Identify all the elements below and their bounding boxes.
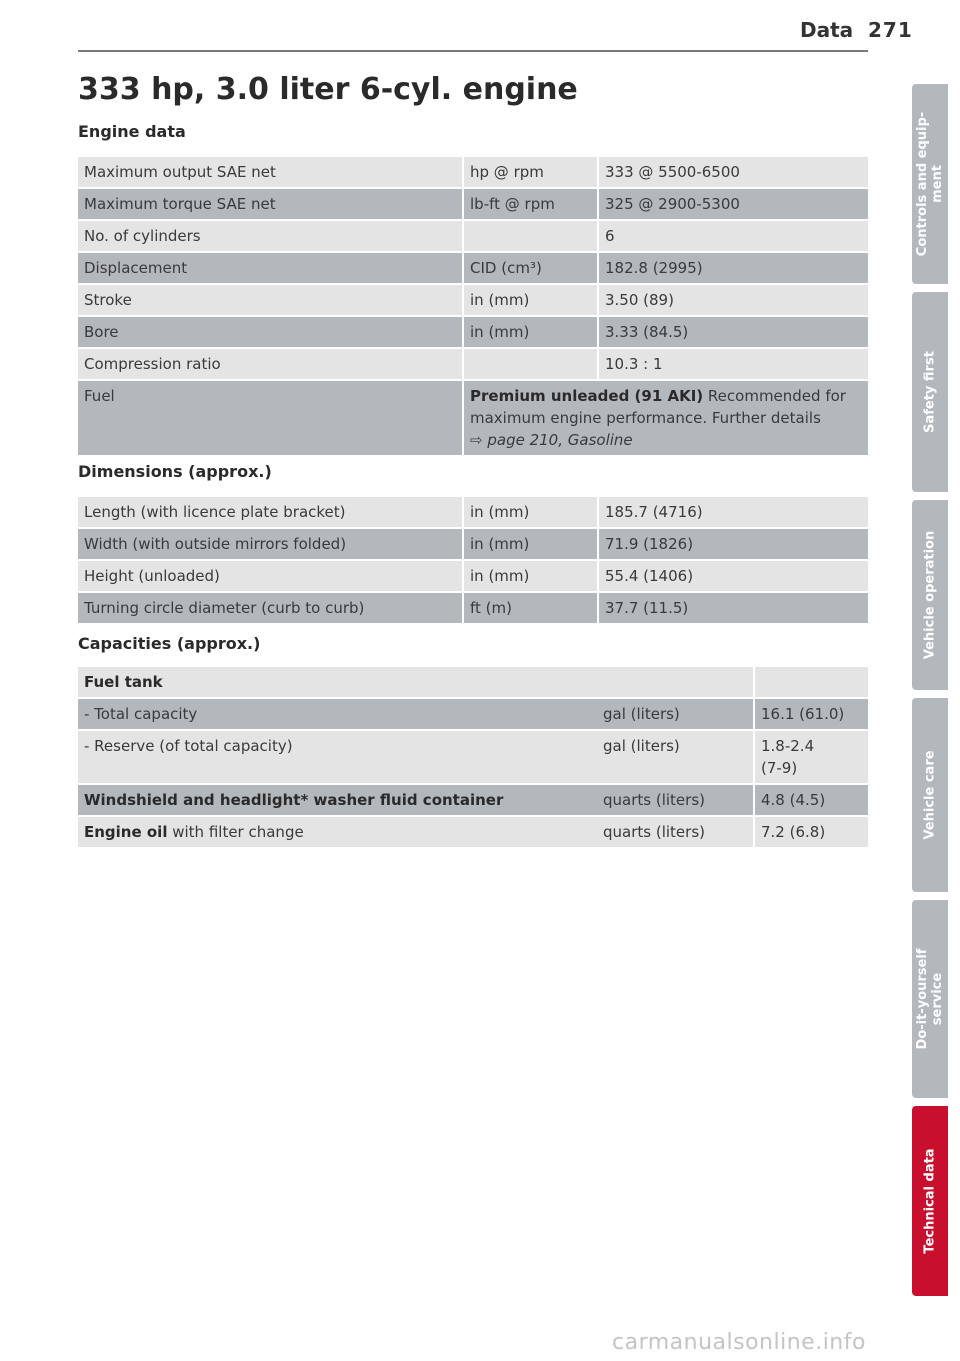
table-row	[78, 529, 868, 561]
table-row	[78, 667, 868, 699]
row-label: Maximum output SAE net	[78, 157, 462, 189]
row-unit	[462, 221, 597, 253]
row-unit: lb-ft @ rpm	[462, 189, 597, 221]
row-label: Displacement	[78, 253, 462, 285]
table-row	[78, 253, 868, 285]
row-unit: in (mm)	[462, 529, 597, 561]
watermark: carmanualsonline.info	[612, 1330, 866, 1355]
row-value: 185.7 (4716)	[597, 497, 868, 529]
row-value: 71.9 (1826)	[597, 529, 868, 561]
gasoline-page-link[interactable]: page 210, Gasoline	[487, 431, 633, 449]
tab-safety-first[interactable]: Safety first	[912, 292, 948, 492]
fuel-label: Fuel	[78, 381, 462, 457]
arrow-icon: ⇨	[470, 431, 483, 449]
row-label: Stroke	[78, 285, 462, 317]
capacities-heading: Capacities (approx.)	[78, 634, 261, 653]
row-value: 10.3 : 1	[597, 349, 868, 381]
row-label: Maximum torque SAE net	[78, 189, 462, 221]
row-unit: gal (liters)	[597, 699, 753, 731]
page-title: 333 hp, 3.0 liter 6-cyl. engine	[78, 72, 578, 107]
capacities-table	[78, 667, 868, 849]
row-label: Turning circle diameter (curb to curb)	[78, 593, 462, 625]
row-unit: ft (m)	[462, 593, 597, 625]
table-row	[78, 785, 868, 817]
dimensions-heading: Dimensions (approx.)	[78, 462, 272, 481]
table-row	[78, 561, 868, 593]
table-row	[78, 349, 868, 381]
row-label: Windshield and headlight* washer fluid container	[78, 785, 597, 817]
engine-data-heading: Engine data	[78, 122, 186, 141]
row-value: 1.8-2.4 (7-9)	[753, 731, 868, 785]
row-unit: quarts (liters)	[597, 817, 753, 849]
row-label: Length (with licence plate bracket)	[78, 497, 462, 529]
row-unit: CID (cm³)	[462, 253, 597, 285]
header-rule	[78, 50, 868, 52]
tab-technical-data[interactable]: Technical data	[912, 1106, 948, 1296]
engine-data-table	[78, 157, 868, 457]
row-label: Compression ratio	[78, 349, 462, 381]
row-unit: hp @ rpm	[462, 157, 597, 189]
row-label: - Reserve (of total capacity)	[78, 731, 597, 785]
table-row	[78, 699, 868, 731]
row-value: 16.1 (61.0)	[753, 699, 868, 731]
row-value: 3.33 (84.5)	[597, 317, 868, 349]
table-row	[78, 817, 868, 849]
row-unit	[462, 349, 597, 381]
row-label: - Total capacity	[78, 699, 597, 731]
fuel-note: Recommended for maximum engine performance. Further details	[470, 387, 846, 427]
fuel-grade: Premium unleaded (91 AKI)	[470, 387, 704, 405]
fuel-tank-label: Fuel tank	[78, 667, 753, 699]
row-unit: quarts (liters)	[597, 785, 753, 817]
row-value: 182.8 (2995)	[597, 253, 868, 285]
row-label: No. of cylinders	[78, 221, 462, 253]
dimensions-table	[78, 497, 868, 625]
table-row	[78, 221, 868, 253]
row-value: 3.50 (89)	[597, 285, 868, 317]
tab-do-it-yourself-service[interactable]: Do-it-yourself service	[912, 900, 948, 1098]
table-row	[78, 731, 868, 785]
row-value: 37.7 (11.5)	[597, 593, 868, 625]
row-value: 325 @ 2900-5300	[597, 189, 868, 221]
row-label: Height (unloaded)	[78, 561, 462, 593]
fuel-row	[78, 381, 868, 457]
table-row	[78, 317, 868, 349]
fuel-description	[462, 381, 868, 457]
table-row	[78, 593, 868, 625]
tab-vehicle-care[interactable]: Vehicle care	[912, 698, 948, 892]
tab-vehicle-operation[interactable]: Vehicle operation	[912, 500, 948, 690]
table-row	[78, 497, 868, 529]
row-value: 333 @ 5500-6500	[597, 157, 868, 189]
tab-controls-and-equipment[interactable]: Controls and equip- ment	[912, 84, 948, 284]
page-number: 271	[868, 18, 913, 42]
row-label: Bore	[78, 317, 462, 349]
row-unit: in (mm)	[462, 561, 597, 593]
row-label: Width (with outside mirrors folded)	[78, 529, 462, 561]
row-value: 6	[597, 221, 868, 253]
row-label: Engine oil with filter change	[78, 817, 597, 849]
row-value: 4.8 (4.5)	[753, 785, 868, 817]
row-unit: in (mm)	[462, 285, 597, 317]
row-unit: gal (liters)	[597, 731, 753, 785]
row-value: 55.4 (1406)	[597, 561, 868, 593]
row-value: 7.2 (6.8)	[753, 817, 868, 849]
table-row	[78, 189, 868, 221]
row-unit: in (mm)	[462, 317, 597, 349]
row-unit: in (mm)	[462, 497, 597, 529]
section-name: Data	[800, 18, 854, 42]
table-row	[78, 285, 868, 317]
table-row	[78, 157, 868, 189]
